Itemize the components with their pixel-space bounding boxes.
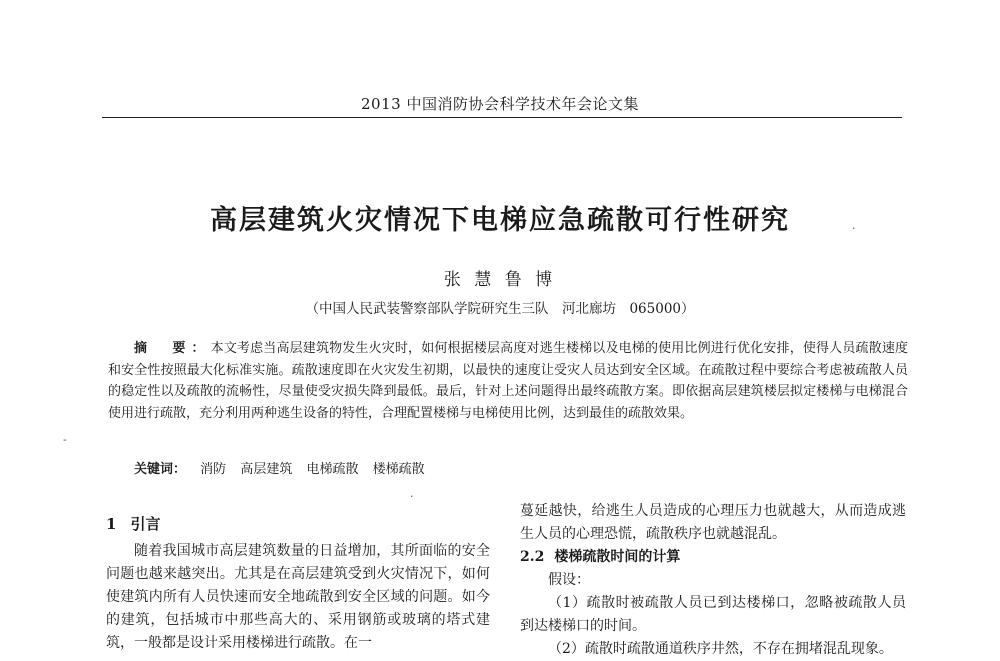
subsection-heading (520, 546, 906, 569)
abstract-label: 摘 要： (134, 341, 211, 356)
scan-speck: - (63, 433, 67, 446)
keyword: 楼梯疏散 (372, 462, 425, 477)
keywords (134, 458, 425, 477)
keywords-label: 关键词： (134, 462, 187, 477)
scan-speck: · (410, 490, 414, 503)
scan-speck: · (852, 222, 856, 235)
section-number: 1 (106, 515, 117, 533)
assumption-item-1: （1）疏散时被疏散人员已到达楼梯口，忽略被疏散人员到达楼梯口的时间。 (520, 595, 906, 634)
keyword: 消防 (200, 462, 227, 477)
abstract (108, 338, 908, 424)
section-heading-introduction (106, 513, 160, 534)
right-column (520, 500, 906, 661)
paper-title: 高层建筑火灾情况下电梯应急疏散可行性研究 (210, 205, 790, 236)
abstract-text: 本文考虑当高层建筑物发生火灾时，如何根据楼层高度对逃生楼梯以及电梯的使用比例进行优化安排，使得人员疏散速度和安全性按照最大化标准实施。疏散速度即在火灾发生初期，以最快的速度让受灾人员达到安全区域。在疏散过程中要综合考虑被疏散人员的稳定性以及疏散的流畅性，尽量使受灾损失降到最低。最后，针对上述问题得出最终疏散方案。即依据高层建筑楼层拟定楼梯与电梯混合使用进行疏散，充分利用两种逃生设备的特性，合理配置楼梯与电梯使用比例，达到最佳的疏散效果。 (108, 341, 908, 421)
continuation-paragraph: 蔓延越快，给逃生人员造成的心理压力也就越大，从而造成逃生人员的心理恐慌，疏散秩序也就越混乱。 (520, 503, 906, 542)
running-head: 2013 中国消防协会科学技术年会论文集 (361, 95, 639, 113)
keyword: 电梯疏散 (306, 462, 359, 477)
assumption-label: 假设： (548, 572, 590, 588)
header-rule (102, 117, 902, 118)
paper-authors: 张 慧 鲁 博 (443, 270, 557, 290)
keyword: 高层建筑 (240, 462, 293, 477)
introduction-paragraph: 随着我国城市高层建筑数量的日益增加，其所面临的安全问题也越来越突出。尤其是在高层建筑受到火灾情况下，如何使建筑内所有人员快速而安全地疏散到安全区域的问题。如今的建筑，包括城市中那些高大的、采用钢筋或玻璃的塔式建筑，一般都是设计采用楼梯进行疏散。在一 (106, 543, 490, 651)
assumption-item-2: （2）疏散时疏散通道秩序井然，不存在拥堵混乱现象。 (548, 641, 893, 657)
section-title: 引言 (130, 515, 161, 533)
subsection-title: 楼梯疏散时间的计算 (554, 549, 681, 565)
author-affiliation: （中国人民武装警察部队学院研究生三队 河北廊坊 065000） (305, 301, 695, 317)
subsection-number: 2.2 (520, 549, 545, 565)
